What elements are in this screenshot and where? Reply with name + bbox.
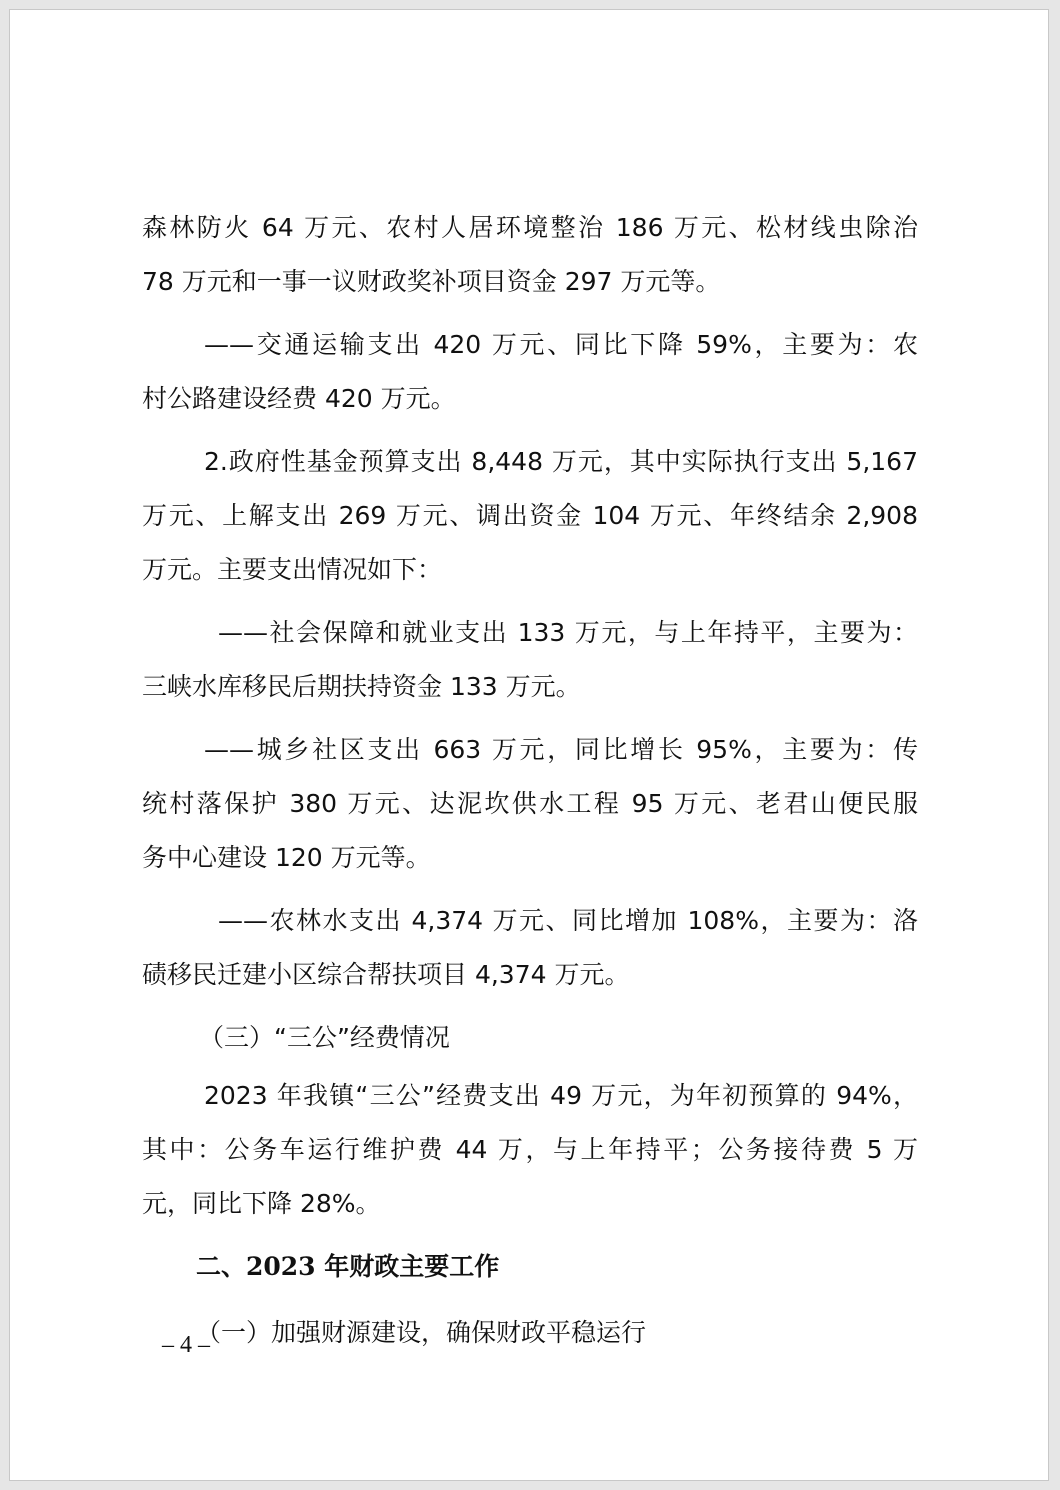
paragraph-line: ——社会保障和就业支出 133 万元，与上年持平，主要为： — [218, 618, 918, 647]
paragraph-line: 元，同比下降 28%。 — [142, 1189, 381, 1218]
page-number: – 4 – — [162, 1332, 210, 1358]
paragraph-line: 三峡水库移民后期扶持资金 133 万元。 — [142, 672, 581, 701]
paragraph-line: 村公路建设经费 420 万元。 — [142, 384, 456, 413]
paragraph-line: 务中心建设 120 万元等。 — [142, 843, 431, 872]
paragraph-line: 78 万元和一事一议财政奖补项目资金 297 万元等。 — [142, 267, 721, 296]
paragraph-line: 碛移民迁建小区综合帮扶项目 4,374 万元。 — [142, 960, 630, 989]
paragraph-line: 其中：公务车运行维护费 44 万，与上年持平；公务接待费 5 万 — [142, 1135, 918, 1164]
paragraph-line: 2023 年我镇“三公”经费支出 49 万元，为年初预算的 94%， — [204, 1081, 918, 1110]
paragraph-line: 统村落保护 380 万元、达泥坎供水工程 95 万元、老君山便民服 — [142, 789, 918, 818]
chapter-heading: 二、2023 年财政主要工作 — [196, 1252, 500, 1281]
section-heading: （三）“三公”经费情况 — [199, 1023, 450, 1052]
paragraph-line: 万元、上解支出 269 万元、调出资金 104 万元、年终结余 2,908 — [142, 501, 918, 530]
paragraph-line: ——农林水支出 4,374 万元、同比增加 108%，主要为：洛 — [218, 906, 918, 935]
paragraph-line: 森林防火 64 万元、农村人居环境整治 186 万元、松材线虫除治 — [142, 213, 918, 242]
paragraph-line: ——交通运输支出 420 万元、同比下降 59%，主要为：农 — [204, 330, 918, 359]
section-heading: （一）加强财源建设，确保财政平稳运行 — [196, 1318, 647, 1347]
paragraph-line: 2.政府性基金预算支出 8,448 万元，其中实际执行支出 5,167 — [204, 447, 918, 476]
paragraph-line: ——城乡社区支出 663 万元，同比增长 95%，主要为：传 — [204, 735, 918, 764]
paragraph-line: 万元。主要支出情况如下： — [142, 555, 443, 584]
document-body — [142, 201, 918, 1360]
